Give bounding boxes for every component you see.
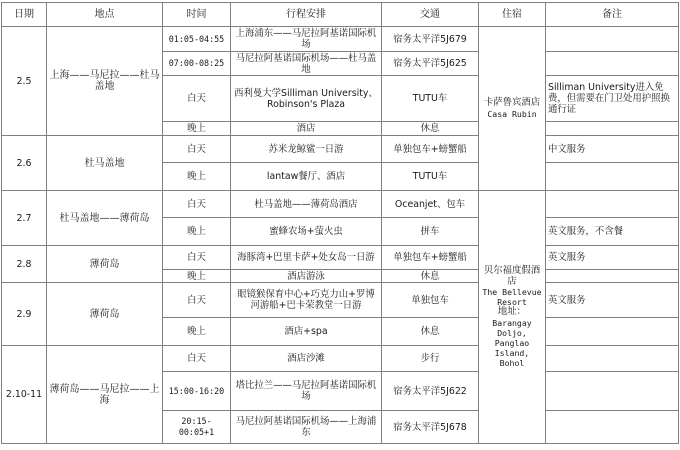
date-cell: 2.5 xyxy=(2,27,47,136)
plan-cell: 海豚湾+巴里卡萨+处女岛一日游 xyxy=(231,246,382,270)
header-place: 地点 xyxy=(47,3,163,27)
note-cell xyxy=(546,122,679,136)
plan-cell: 眼镜猴保育中心+巧克力山+罗博河游船+巴卡荣教堂一日游 xyxy=(231,283,382,318)
plan-cell: 酒店+spa xyxy=(231,318,382,346)
time-cell: 01:05-04:55 xyxy=(163,27,231,52)
note-cell xyxy=(546,191,679,218)
time-cell: 晚上 xyxy=(163,122,231,136)
table-row xyxy=(2,191,679,218)
time-cell: 15:00-16:20 xyxy=(163,372,231,411)
note-cell xyxy=(546,163,679,191)
transport-cell: 宿务太平洋5J622 xyxy=(382,372,479,411)
time-cell: 晚上 xyxy=(163,318,231,346)
transport-cell: 步行 xyxy=(382,346,479,372)
transport-cell: Oceanjet、包车 xyxy=(382,191,479,218)
time-cell: 晚上 xyxy=(163,163,231,191)
time-cell: 白天 xyxy=(163,283,231,318)
lodging-cell-bohol xyxy=(479,191,546,444)
place-cell: 薄荷岛 xyxy=(47,283,163,346)
place-cell: 杜马盖地 xyxy=(47,136,163,191)
note-cell xyxy=(546,52,679,76)
plan-cell: 蜜蜂农场+萤火虫 xyxy=(231,218,382,246)
date-cell: 2.6 xyxy=(2,136,47,191)
transport-cell: TUTU车 xyxy=(382,76,479,122)
transport-cell: 休息 xyxy=(382,318,479,346)
table-row xyxy=(2,27,679,52)
hotel-address-label: 地址： xyxy=(497,306,527,318)
transport-cell: TUTU车 xyxy=(382,163,479,191)
place-cell: 上海——马尼拉——杜马盖地 xyxy=(47,27,163,136)
note-cell: 英文服务，不含餐 xyxy=(546,218,679,246)
header-time: 时间 xyxy=(163,3,231,27)
hotel-name-cn: 卡萨鲁宾酒店 xyxy=(483,97,541,109)
plan-cell: 马尼拉阿基诺国际机场——杜马盖地 xyxy=(231,52,382,76)
note-cell: 中文服务 xyxy=(546,136,679,163)
header-itinerary: 行程安排 xyxy=(231,3,382,27)
transport-cell: 宿务太平洋5J679 xyxy=(382,27,479,52)
plan-cell: 西利曼大学Silliman University、Robinson's Plaza xyxy=(231,76,382,122)
header-notes: 备注 xyxy=(546,3,679,27)
time-cell: 20:15-00:05+1 xyxy=(163,411,231,444)
note-cell xyxy=(546,346,679,372)
hotel-name-cn: 贝尔福度假酒店 xyxy=(483,265,541,287)
time-cell: 白天 xyxy=(163,136,231,163)
plan-cell: 苏米龙鲸鲨一日游 xyxy=(231,136,382,163)
hotel-address: Barangay Doljo, Panglao Island, Bohol xyxy=(492,317,532,368)
note-cell xyxy=(546,270,679,283)
note-cell xyxy=(546,411,679,444)
plan-cell: 酒店游泳 xyxy=(231,270,382,283)
note-cell xyxy=(546,318,679,346)
lodging-cell-manila xyxy=(479,27,546,191)
plan-cell: 马尼拉阿基诺国际机场——上海浦东 xyxy=(231,411,382,444)
note-cell: 英文服务 xyxy=(546,283,679,318)
itinerary-table xyxy=(1,2,679,444)
transport-cell: 宿务太平洋5J678 xyxy=(382,411,479,444)
plan-cell: 杜马盖地——薄荷岛酒店 xyxy=(231,191,382,218)
time-cell: 晚上 xyxy=(163,270,231,283)
time-cell: 白天 xyxy=(163,191,231,218)
plan-cell: 酒店 xyxy=(231,122,382,136)
header-lodging: 住宿 xyxy=(479,3,546,27)
hotel-name-en: Casa Rubin xyxy=(487,108,537,119)
note-cell xyxy=(546,372,679,411)
transport-cell: 宿务太平洋5J625 xyxy=(382,52,479,76)
date-cell: 2.10-11 xyxy=(2,346,47,444)
header-date: 日期 xyxy=(2,3,47,27)
hotel-name-en: The Bellevue Resort xyxy=(482,287,542,308)
transport-cell: 拼车 xyxy=(382,218,479,246)
plan-cell: 塔比拉兰——马尼拉阿基诺国际机场 xyxy=(231,372,382,411)
transport-cell: 休息 xyxy=(382,122,479,136)
place-cell: 杜马盖地——薄荷岛 xyxy=(47,191,163,246)
plan-cell: 酒店沙滩 xyxy=(231,346,382,372)
place-cell: 薄荷岛 xyxy=(47,246,163,283)
time-cell: 白天 xyxy=(163,346,231,372)
header-row xyxy=(2,3,679,27)
transport-cell: 单独包车+螃蟹船 xyxy=(382,136,479,163)
table-row xyxy=(2,136,679,163)
plan-cell: 上海浦东——马尼拉阿基诺国际机场 xyxy=(231,27,382,52)
transport-cell: 休息 xyxy=(382,270,479,283)
note-cell: Silliman University进入免费，但需要在门卫处用护照换通行证 xyxy=(546,76,679,122)
time-cell: 白天 xyxy=(163,246,231,270)
time-cell: 07:00-08:25 xyxy=(163,52,231,76)
header-transport: 交通 xyxy=(382,3,479,27)
time-cell: 晚上 xyxy=(163,218,231,246)
date-cell: 2.9 xyxy=(2,283,47,346)
plan-cell: lantaw餐厅、酒店 xyxy=(231,163,382,191)
table-row xyxy=(2,346,679,372)
table-row xyxy=(2,283,679,318)
place-cell: 薄荷岛——马尼拉——上海 xyxy=(47,346,163,444)
transport-cell: 单独包车 xyxy=(382,283,479,318)
date-cell: 2.7 xyxy=(2,191,47,246)
transport-cell: 单独包车+螃蟹船 xyxy=(382,246,479,270)
note-cell xyxy=(546,27,679,52)
note-cell: 英文服务 xyxy=(546,246,679,270)
table-row xyxy=(2,246,679,270)
time-cell: 白天 xyxy=(163,76,231,122)
date-cell: 2.8 xyxy=(2,246,47,283)
